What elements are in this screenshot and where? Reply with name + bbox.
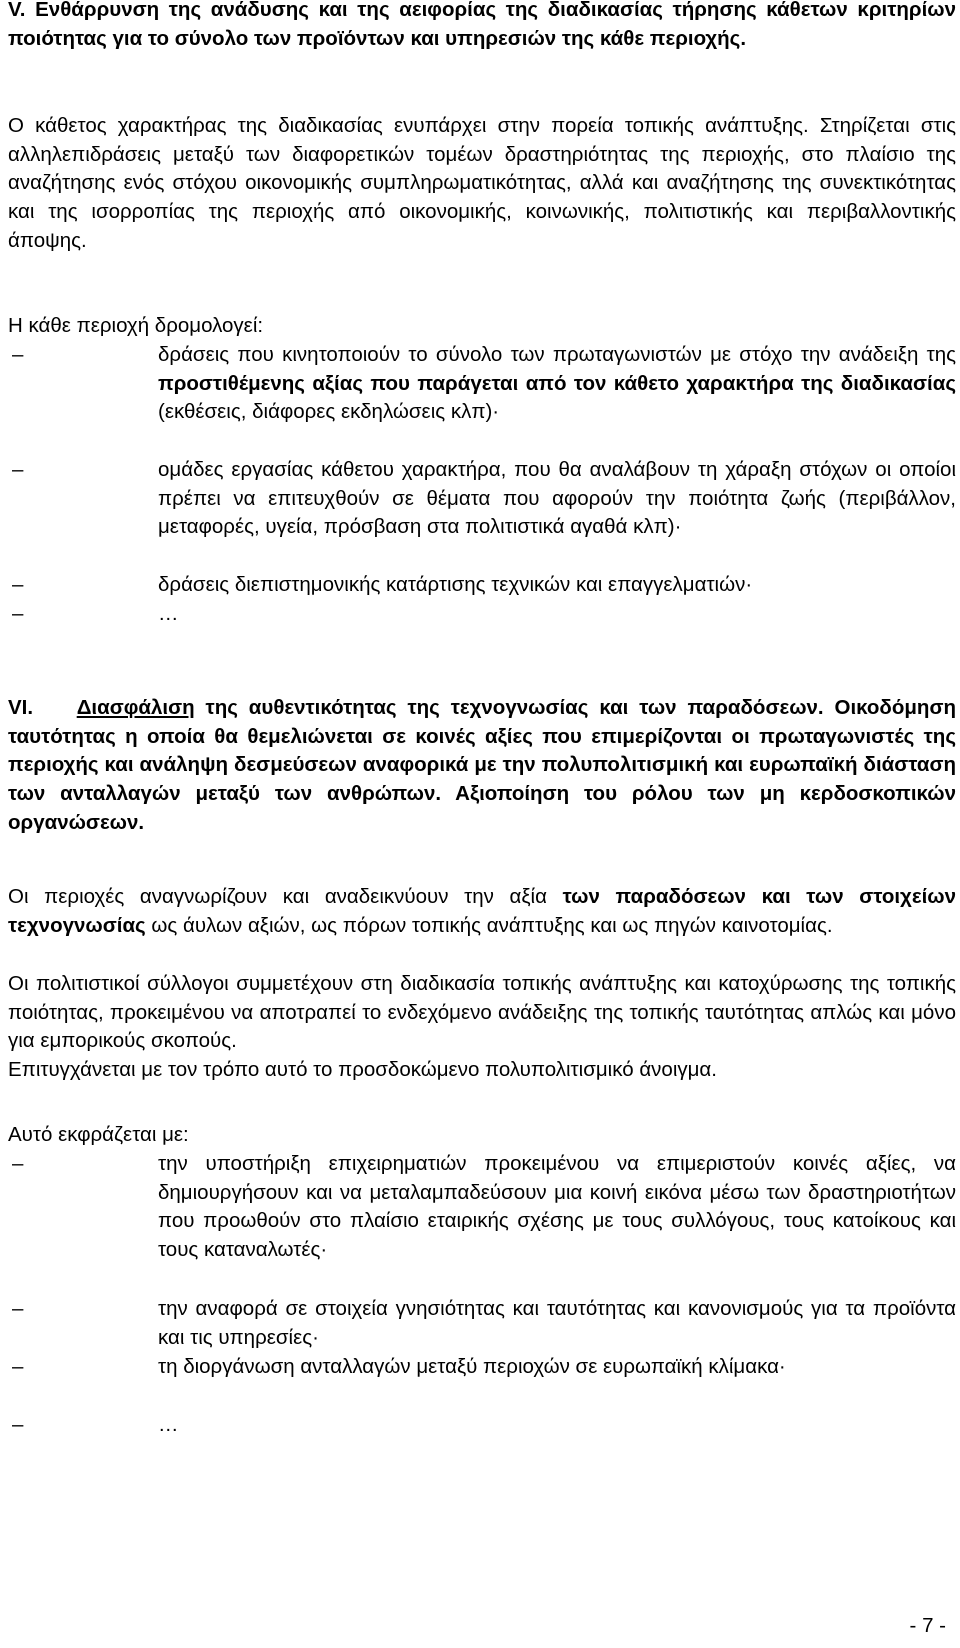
list-item-text: την αναφορά σε στοιχεία γνησιότητας και ταυτότητας και κανονισμούς για τα προϊόντα και τις υπηρεσίες· bbox=[158, 1297, 956, 1349]
list-dash: – bbox=[12, 602, 24, 625]
section-vi-list-intro: Αυτό εκφράζεται με: bbox=[8, 1123, 189, 1146]
page-number: - 7 - bbox=[909, 1614, 946, 1637]
list-dash: – bbox=[12, 1355, 24, 1378]
section-title-underlined: Διασφάλιση bbox=[76, 696, 195, 719]
list-item-text: … bbox=[158, 1413, 179, 1436]
list-dash: – bbox=[12, 1152, 24, 1175]
list-dash: – bbox=[12, 343, 24, 366]
list-dash: – bbox=[12, 573, 24, 596]
list-dash: – bbox=[12, 1413, 24, 1436]
section-number: VI. bbox=[8, 696, 34, 719]
section-vi-heading: VI. Διασφάλιση της αυθεντικότητας της τεχνογνωσίας και των παραδόσεων. Οικοδόμηση ταυτότητας η οποία θα θεμελιώνεται σε κοινές αξίες που επιμερίζονται οι πρωταγωνιστές της περιοχής και ανάληψη δεσμεύσεων αναφορικά με την πολυπολιτισμική και ευρωπαϊκή διάσταση των ανταλλαγών μεταξύ των ανθρώπων. Αξιοποίηση του ρόλου των μη κερδοσκοπικών οργανώσεων. bbox=[8, 696, 956, 834]
list-item-text: την υποστήριξη επιχειρηματιών προκειμένου να επιμεριστούν κοινές αξίες, να δημιουργήσουν και να μεταλαμπαδεύσουν μια κοινή εικόνα μέσω των δραστηριοτήτων που προωθούν στο πλαίσιο εταιρικής σχέσης με τους συλλόγους, τους κατοίκους και τους καταναλωτές· bbox=[158, 1152, 956, 1262]
section-v-heading: V. Ενθάρρυνση της ανάδυσης και της αειφορίας της διαδικασίας τήρησης κάθετων κριτηρίων ποιότητας για το σύνολο των προϊόντων και υπηρεσιών της κάθε περιοχής. bbox=[8, 0, 956, 50]
section-v-paragraph: Ο κάθετος χαρακτήρας της διαδικασίας ενυπάρχει στην πορεία τοπικής ανάπτυξης. Στηρίζεται στις αλληλεπιδράσεις μεταξύ των διαφορετικών τομέων δραστηριότητας της περιοχής, στο πλαίσιο της αναζήτησης ενός στόχου οικονομικής συμπληρωματικότητας, αλλά και αναζήτησης της συνεκτικότητας και της ισορροπίας της περιοχής από οικονομικής, κοινωνικής, πολιτιστικής και περιβαλλοντικής άποψης. bbox=[8, 114, 956, 252]
section-v-list-intro: Η κάθε περιοχή δρομολογεί: bbox=[8, 314, 264, 337]
section-vi-paragraph-1: Οι περιοχές αναγνωρίζουν και αναδεικνύουν την αξία των παραδόσεων και των στοιχείων τεχνογνωσίας ως άυλων αξιών, ως πόρων τοπικής ανάπτυξης και ως πηγών καινοτομίας. bbox=[8, 885, 956, 937]
section-vi-paragraph-2: Οι πολιτιστικοί σύλλογοι συμμετέχουν στη διαδικασία τοπικής ανάπτυξης και κατοχύρωσης της τοπικής ποιότητας, προκειμένου να αποτραπεί το ενδεχόμενο ανάδειξης της τοπικής ταυτότητας απλώς και μόνο για εμπορικούς σκοπούς. bbox=[8, 972, 956, 1053]
list-item-text: … bbox=[158, 602, 179, 625]
list-item-text: τη διοργάνωση ανταλλαγών μεταξύ περιοχών σε ευρωπαϊκή κλίμακα· bbox=[158, 1355, 786, 1378]
list-item-text: δράσεις που κινητοποιούν το σύνολο των πρωταγωνιστών με στόχο την ανάδειξη της προστιθέμενης αξίας που παράγεται από τον κάθετο χαρακτήρα της διαδικασίας (εκθέσεις, διάφορες εκδηλώσεις κλπ)· bbox=[158, 343, 956, 424]
list-item-text: δράσεις διεπιστημονικής κατάρτισης τεχνικών και επαγγελματιών· bbox=[158, 573, 753, 596]
list-dash: – bbox=[12, 458, 24, 481]
list-item-text: ομάδες εργασίας κάθετου χαρακτήρα, που θα αναλάβουν τη χάραξη στόχων οι οποίοι πρέπει να επιτευχθούν σε θέματα που αφορούν την ποιότητα ζωής (περιβάλλον, μεταφορές, υγεία, πρόσβαση στα πολιτιστικά αγαθά κλπ)· bbox=[158, 458, 956, 539]
list-dash: – bbox=[12, 1297, 24, 1320]
emphasis-text: προστιθέμενης αξίας που παράγεται από τον κάθετο χαρακτήρα της διαδικασίας bbox=[158, 371, 956, 395]
emphasis-text: των παραδόσεων και των στοιχείων τεχνογνωσίας bbox=[8, 885, 956, 937]
section-vi-paragraph-3: Επιτυγχάνεται με τον τρόπο αυτό το προσδοκώμενο πολυπολιτισμικό άνοιγμα. bbox=[8, 1058, 717, 1081]
